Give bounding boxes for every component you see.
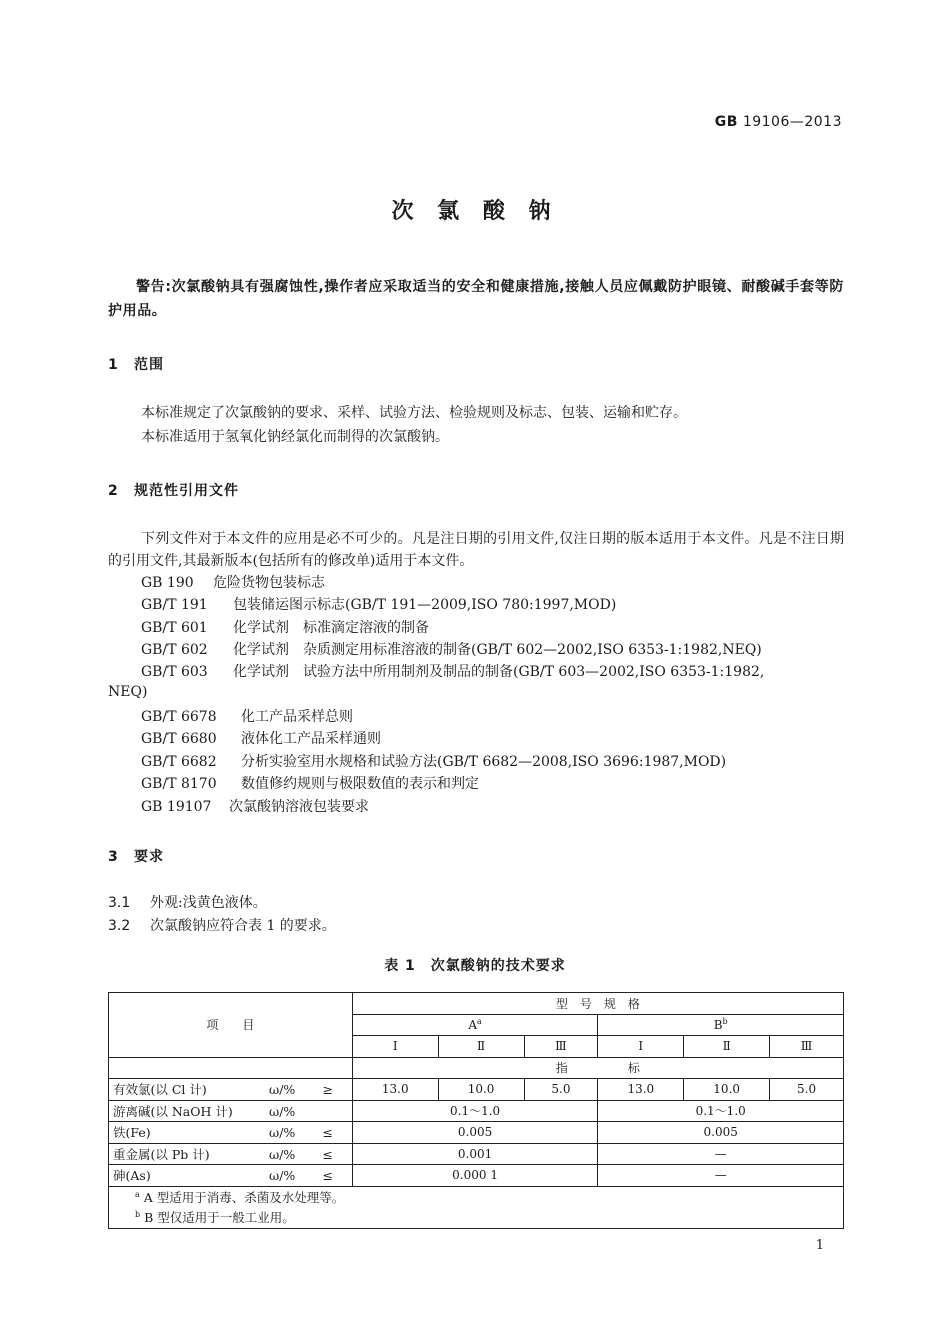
item-cell (109, 1079, 353, 1101)
clause-number: 3.1 (108, 895, 131, 911)
item-name: 游离碱(以 NaOH 计) (113, 1103, 233, 1119)
clause-3-1 (108, 892, 267, 912)
section-3-heading (108, 846, 164, 866)
standard-code (715, 114, 842, 130)
value-cell-type-b: 0.005 (598, 1122, 844, 1144)
item-cell (109, 1122, 353, 1144)
reference-item (141, 661, 764, 681)
footnote-mark: a (135, 1189, 140, 1199)
value-cell-type-a: 0.000 1 (352, 1165, 598, 1187)
reference-title: 包装储运图示标志(GB/T 191—2009,ISO 780:1997,MOD) (233, 597, 617, 613)
reference-item (141, 639, 762, 659)
type-b-header (598, 1014, 844, 1036)
item-unit: ω/% (269, 1125, 296, 1141)
table-row (109, 1165, 844, 1187)
table-footnote-b (109, 1207, 844, 1228)
warning-paragraph: 警告:次氯酸钠具有强腐蚀性,操作者应采取适当的安全和健康措施,接触人员应佩戴防护眼镜、耐酸碱手套等防护用品。 (108, 279, 844, 319)
type-a-label: A (468, 1018, 478, 1033)
standard-number: 19106—2013 (742, 114, 842, 130)
type-header: 型 号 规 格 (352, 993, 843, 1015)
reference-code: GB/T 601 (141, 620, 208, 636)
references-intro: 下列文件对于本文件的应用是必不可少的。凡是注日期的引用文件,仅注日期的版本适用于本文件。凡是不注日期的引用文件,其最新版本(包括所有的修改单)适用于本文件。 (108, 531, 844, 569)
section-number: 1 (108, 357, 119, 373)
reference-code: GB/T 6682 (141, 754, 217, 770)
reference-code: GB 19107 (141, 799, 212, 815)
table-footnote-a (109, 1186, 844, 1207)
section-title: 规范性引用文件 (134, 483, 239, 499)
index-label: 指 标 (352, 1057, 843, 1079)
scope-paragraph-1: 本标准规定了次氯酸钠的要求、采样、试验方法、检验规则及标志、包装、运输和贮存。 (141, 405, 687, 421)
item-cell (109, 1100, 353, 1122)
grade-cell: Ⅱ (438, 1036, 524, 1058)
value-cell: 10.0 (438, 1079, 524, 1101)
footnote-text: A 型适用于消毒、杀菌及水处理等。 (143, 1189, 345, 1205)
document-title: 次 氯 酸 钠 (391, 199, 559, 224)
table-row (109, 1122, 844, 1144)
reference-code: GB/T 191 (141, 597, 208, 613)
reference-code: GB/T 6680 (141, 731, 217, 747)
item-operator: ≤ (322, 1146, 333, 1162)
reference-title: 液体化工产品采样通则 (241, 731, 381, 747)
type-a-header (352, 1014, 598, 1036)
item-cell (109, 1143, 353, 1165)
clause-text: 外观:浅黄色液体。 (150, 895, 267, 911)
item-header: 项 目 (109, 993, 353, 1058)
reference-title: 分析实验室用水规格和试验方法(GB/T 6682—2008,ISO 3696:1987,MOD) (241, 754, 727, 770)
table-row (109, 1079, 844, 1101)
reference-item (141, 572, 325, 592)
item-header-blank (109, 1057, 353, 1079)
section-2-heading (108, 480, 239, 500)
grade-cell: Ⅱ (684, 1036, 770, 1058)
footnote-mark: b (135, 1210, 141, 1220)
item-unit: ω/% (269, 1168, 296, 1184)
item-cell (109, 1165, 353, 1187)
value-cell: 5.0 (770, 1079, 844, 1101)
reference-item (141, 796, 369, 816)
item-unit: ω/% (269, 1082, 296, 1098)
item-name: 有效氯(以 Cl 计) (113, 1082, 207, 1098)
reference-title: 数值修约规则与极限数值的表示和判定 (241, 776, 479, 792)
clause-number: 3.2 (108, 918, 131, 934)
reference-title: 化工产品采样总则 (241, 709, 353, 725)
requirements-table (108, 992, 844, 1229)
item-operator: ≥ (322, 1082, 333, 1098)
item-operator: ≤ (322, 1168, 333, 1184)
section-title: 要求 (134, 849, 164, 865)
grade-cell: Ⅲ (524, 1036, 598, 1058)
footnote-text: B 型仅适用于一般工业用。 (144, 1210, 295, 1226)
reference-code: GB 190 (141, 575, 194, 591)
value-cell-type-a: 0.001 (352, 1143, 598, 1165)
item-unit: ω/% (269, 1103, 296, 1119)
reference-item (141, 594, 616, 614)
standard-prefix: GB (714, 114, 738, 130)
value-cell-type-b: 0.1～1.0 (598, 1100, 844, 1122)
grade-cell: Ⅲ (770, 1036, 844, 1058)
value-cell-type-a: 0.005 (352, 1122, 598, 1144)
value-cell: 13.0 (598, 1079, 684, 1101)
value-cell-type-b: — (598, 1143, 844, 1165)
reference-code: GB/T 6678 (141, 709, 217, 725)
value-cell: 10.0 (684, 1079, 770, 1101)
reference-continuation: NEQ) (108, 684, 148, 700)
reference-title: 化学试剂 试验方法中所用制剂及制品的制备(GB/T 603—2002,ISO 6353-1:1982, (233, 664, 765, 680)
value-cell-type-b: — (598, 1165, 844, 1187)
type-b-label: B (713, 1018, 723, 1033)
item-operator: ≤ (322, 1125, 333, 1141)
value-cell: 13.0 (352, 1079, 438, 1101)
grade-cell: Ⅰ (598, 1036, 684, 1058)
reference-item (141, 773, 479, 793)
reference-item (141, 617, 429, 637)
item-name: 砷(As) (113, 1168, 151, 1184)
reference-code: GB/T 603 (141, 664, 208, 680)
reference-code: GB/T 8170 (141, 776, 217, 792)
scope-paragraph-2: 本标准适用于氢氧化钠经氯化而制得的次氯酸钠。 (141, 429, 449, 445)
reference-title: 化学试剂 标准滴定溶液的制备 (233, 620, 429, 636)
clause-text: 次氯酸钠应符合表 1 的要求。 (150, 918, 336, 934)
section-number: 3 (108, 849, 119, 865)
item-name: 重金属(以 Pb 计) (113, 1146, 210, 1162)
value-cell-type-a: 0.1～1.0 (352, 1100, 598, 1122)
reference-code: GB/T 602 (141, 642, 208, 658)
reference-item (141, 728, 381, 748)
value-cell: 5.0 (524, 1079, 598, 1101)
section-title: 范围 (134, 357, 164, 373)
type-a-note-mark: a (477, 1017, 482, 1027)
section-number: 2 (108, 483, 119, 499)
reference-title: 危险货物包装标志 (213, 575, 325, 591)
table-row (109, 1100, 844, 1122)
page-number: 1 (815, 1238, 824, 1253)
grade-cell: Ⅰ (352, 1036, 438, 1058)
section-1-heading (108, 354, 164, 374)
reference-title: 次氯酸钠溶液包装要求 (229, 799, 369, 815)
item-unit: ω/% (269, 1146, 296, 1162)
table-caption: 表 1 次氯酸钠的技术要求 (384, 958, 566, 974)
item-name: 铁(Fe) (113, 1125, 151, 1141)
reference-item (141, 751, 726, 771)
reference-title: 化学试剂 杂质测定用标准溶液的制备(GB/T 602—2002,ISO 6353-1:1982,NEQ) (233, 642, 762, 658)
reference-item (141, 706, 353, 726)
type-b-note-mark: b (722, 1017, 728, 1027)
table-row (109, 1143, 844, 1165)
clause-3-2 (108, 915, 336, 935)
